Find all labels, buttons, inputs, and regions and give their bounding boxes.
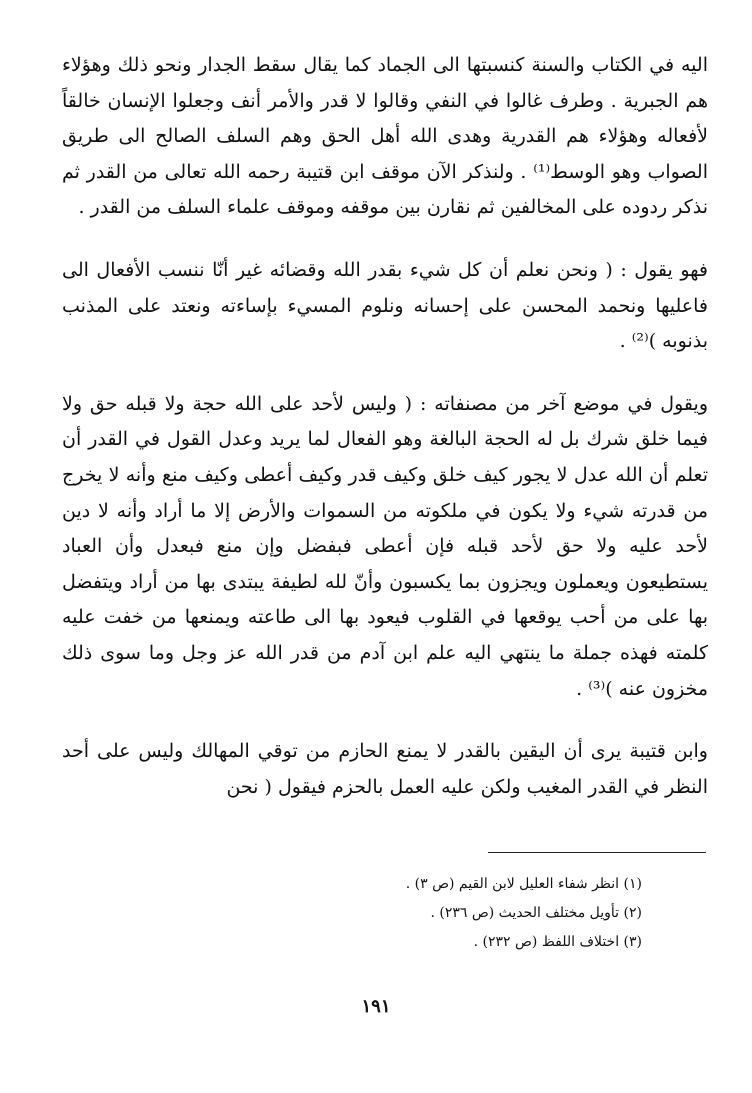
body-text: [62, 48, 708, 832]
footnote-1: (١) انظر شفاء العليل لابن القيم (ص ٣) .: [405, 876, 642, 892]
page-number: ١٩١: [361, 996, 391, 1017]
footnotes: [300, 870, 642, 957]
paragraph-2: فهو يقول : ( ونحن نعلم أن كل شيء بقدر الله وقضائه غير أنّا ننسب الأفعال الى فاعليها ونحمد المحسن على إحسانه ونلوم المسيء بإساءته ونعتد على المذنب بذنوبه )⁽²⁾ .: [62, 258, 708, 353]
paragraph-3: ويقول في موضع آخر من مصنفاته : ( وليس لأحد على الله حجة ولا قبله حق ولا فيما خلق شرك بل له الحجة البالغة وهو الفعال لما يريد وعدل القول في القدر أن تعلم أن الله عدل لا يجور كيف خلق وكيف قدر وكيف أعطى وكيف منع وأنه لا يخرج من قدرته شيء ولا يكون في ملكوته من السموات والأرض إلا ما أراد وأنه لا دين لأحد عليه ولا حق لأحد قبله فإن أعطى فبفضل وإن منع فبعدل وأن العباد يستطيعون ويعملون ويجزون بما يكسبون وأنّ لله لطيفة يبتدى بها من أراد ويتفضل بها على من أحب يوقعها في القلوب فيعود بها الى طاعته ويمنعها من خفت عليه كلمته فهذه جملة ما ينتهي اليه علم ابن آدم من قدر الله عز وجل وما سوى ذلك مخزون عنه )⁽³⁾ .: [62, 392, 708, 700]
paragraph-1: اليه في الكتاب والسنة كنسبتها الى الجماد كما يقال سقط الجدار ونحو ذلك وهؤلاء هم الجبرية . وطرف غالوا في النفي وقالوا لا قدر والأمر أنف وجعلوا الإنسان خالقاً لأفعاله وهؤلاء هم القدرية وهدى الله أهل الحق وهم السلف الصالح الى طريق الصواب وهو الوسط⁽¹⁾ . ولنذكر الآن موقف ابن قتيبة رحمه الله تعالى من القدر ثم نذكر ردوده على المخالفين ثم نقارن بين موقفه وموقف علماء السلف من القدر .: [62, 54, 708, 219]
footnote-3: (٣) اختلاف اللفظ (ص ٢٣٢) .: [473, 934, 642, 950]
footnote-separator: [488, 852, 706, 853]
paragraph-4: وابن قتيبة يرى أن اليقين بالقدر لا يمنع الحازم من توقي المهالك وليس على أحد النظر في القدر المغيب ولكن عليه العمل بالحزم فيقول ( نحن: [62, 740, 708, 798]
footnote-2: (٢) تأويل مختلف الحديث (ص ٢٣٦) .: [430, 905, 642, 921]
